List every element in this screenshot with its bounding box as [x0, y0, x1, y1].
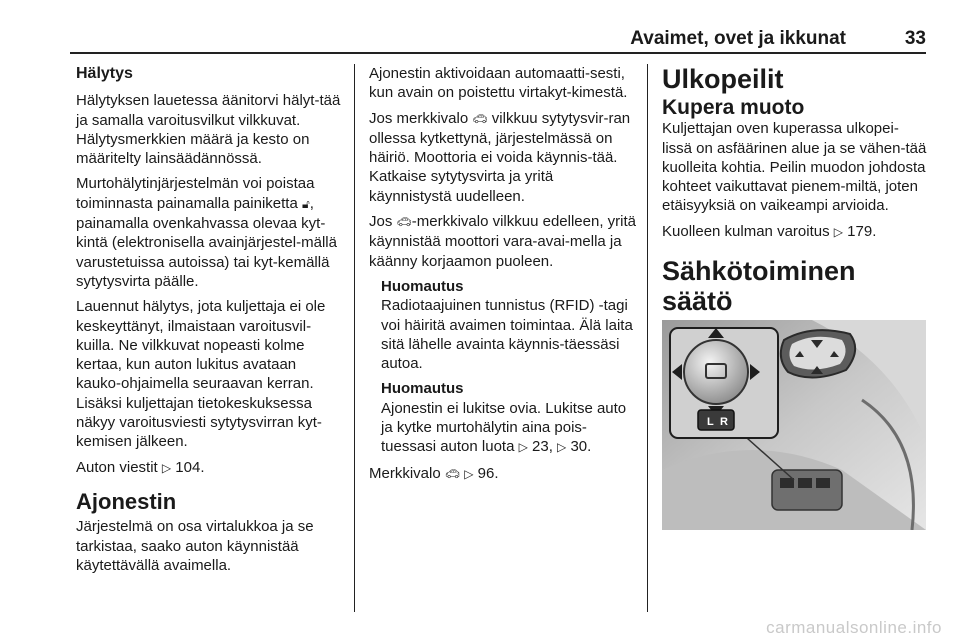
note-title: Huomautus — [381, 277, 464, 295]
paragraph: Ajonestin aktivoidaan automaatti-sesti, kun avain on poistettu virtakyt-kimestä. — [369, 65, 628, 102]
page-reference-link[interactable]: 179. — [847, 222, 877, 240]
paragraph: Lauennut hälytys, jota kuljettaja ei ole keskeyttänyt, ilmaistaan varoitusvil-kuilla. Ne vilkkuvat nopeasti kolme kertaa, kun auton lukitus avataan kauko-ohjaimella seuraavan kerran. Lisäksi kuljettajan tietokeskuksessa näkyy varoitusviesti sytytysvirran kyt-kemisen jälkeen. — [76, 298, 326, 451]
reference-arrow-icon: ▷ — [833, 224, 843, 239]
lock-icon: 🔓︎ — [301, 196, 310, 211]
column-2 — [369, 64, 637, 490]
page-reference-link[interactable]: 30. — [570, 438, 592, 456]
page-number: 33 — [904, 28, 926, 49]
column-3 — [662, 64, 928, 326]
paragraph: Jos 🚗︎-merkkivalo vilkkuu edelleen, yritä käynnistää moottori vara-avai-mella ja käänny korjaamon puoleen. — [369, 213, 637, 270]
paragraph: Murtohälytinjärjestelmän voi poistaa toiminnasta painamalla painiketta 🔓︎, painamalla ovenkahvassa olevaa kyt-kintä (elektronisella avainjärjestel-mällä varustetuissa autoissa) tai kyt-kemällä sytytysvirta päälle. — [76, 175, 337, 290]
page-reference-link[interactable]: 23, — [532, 438, 553, 456]
note-text: Ajonestin ei lukitse ovia. Lukitse auto ja kytke murtohälytin aina pois-tuessasi auton luota ▷ 23, ▷ 30. — [381, 399, 627, 456]
paragraph: Merkkivalo 🚗︎ ▷ 96. — [369, 464, 499, 482]
immobiliser-warning-icon: 🚗︎ — [472, 111, 488, 126]
column-divider — [647, 64, 648, 612]
column-1 — [76, 64, 344, 581]
heading-exterior-mirrors: Ulkopeilit — [662, 64, 784, 94]
paragraph: Kuljettajan oven kuperassa ulkopei-lissä on asfäärinen alue ja se vähen-tää kuolleita kohtia. Peilin muodon johdosta kohteet vaikuttavat pienem-miltä, joten etäisyyksiä on vaikeampi arvioida. — [662, 120, 927, 215]
heading-electric-adjustment: Sähkötoiminen säätö — [662, 256, 856, 317]
fig-left-label: L — [707, 416, 714, 428]
reference-arrow-icon: ▷ — [464, 466, 474, 481]
fig-right-label: R — [720, 416, 728, 428]
header-title: Avaimet, ovet ja ikkunat — [630, 28, 846, 49]
immobiliser-warning-icon: 🚗︎ — [444, 466, 461, 481]
heading-immobiliser: Ajonestin — [76, 488, 177, 514]
note-text: Radiotaajuinen tunnistus (RFID) -tagi voi häiritä avaimen toimintaa. Älä laita sitä lähelle avainta käynnis-täessäsi autoa. — [381, 297, 633, 373]
paragraph: Hälytyksen lauetessa äänitorvi hälyt-tää ja samalla varoitusvilkut vilkkuvat. Hälytysmerkkien määrä ja kesto on määritelty lainsäädännössä. — [76, 92, 341, 168]
note-box — [369, 277, 637, 458]
paragraph: Auton viestit ▷ 104. — [76, 458, 205, 476]
page-reference-link[interactable]: 96. — [477, 464, 499, 482]
reference-arrow-icon: ▷ — [518, 440, 528, 455]
reference-arrow-icon: ▷ — [557, 440, 567, 455]
column-divider — [354, 64, 355, 612]
heading-alarm: Hälytys — [76, 65, 133, 82]
paragraph: Järjestelmä on osa virtalukkoa ja se tarkistaa, saako auton käynnistää käytettävällä avaimella. — [76, 518, 314, 574]
page-header — [70, 26, 926, 54]
mirror-control-illustration — [662, 320, 926, 530]
reference-arrow-icon: ▷ — [161, 460, 172, 475]
paragraph: Kuolleen kulman varoitus ▷ 179. — [662, 222, 877, 240]
paragraph: Jos merkkivalo 🚗︎ vilkkuu sytytysvir-ran ollessa kytkettynä, järjestelmässä on häiriö. Moottoria ei voida käynnis-tää. Katkaise sytytysvirta ja yritä käynnistystä uudelleen. — [369, 109, 631, 205]
watermark: carmanualsonline.info — [766, 618, 942, 637]
note-title: Huomautus — [381, 380, 464, 398]
page-reference-link[interactable]: 104. — [175, 458, 205, 476]
immobiliser-warning-icon: 🚗︎ — [396, 215, 412, 230]
heading-convex-shape: Kupera muoto — [662, 96, 805, 119]
